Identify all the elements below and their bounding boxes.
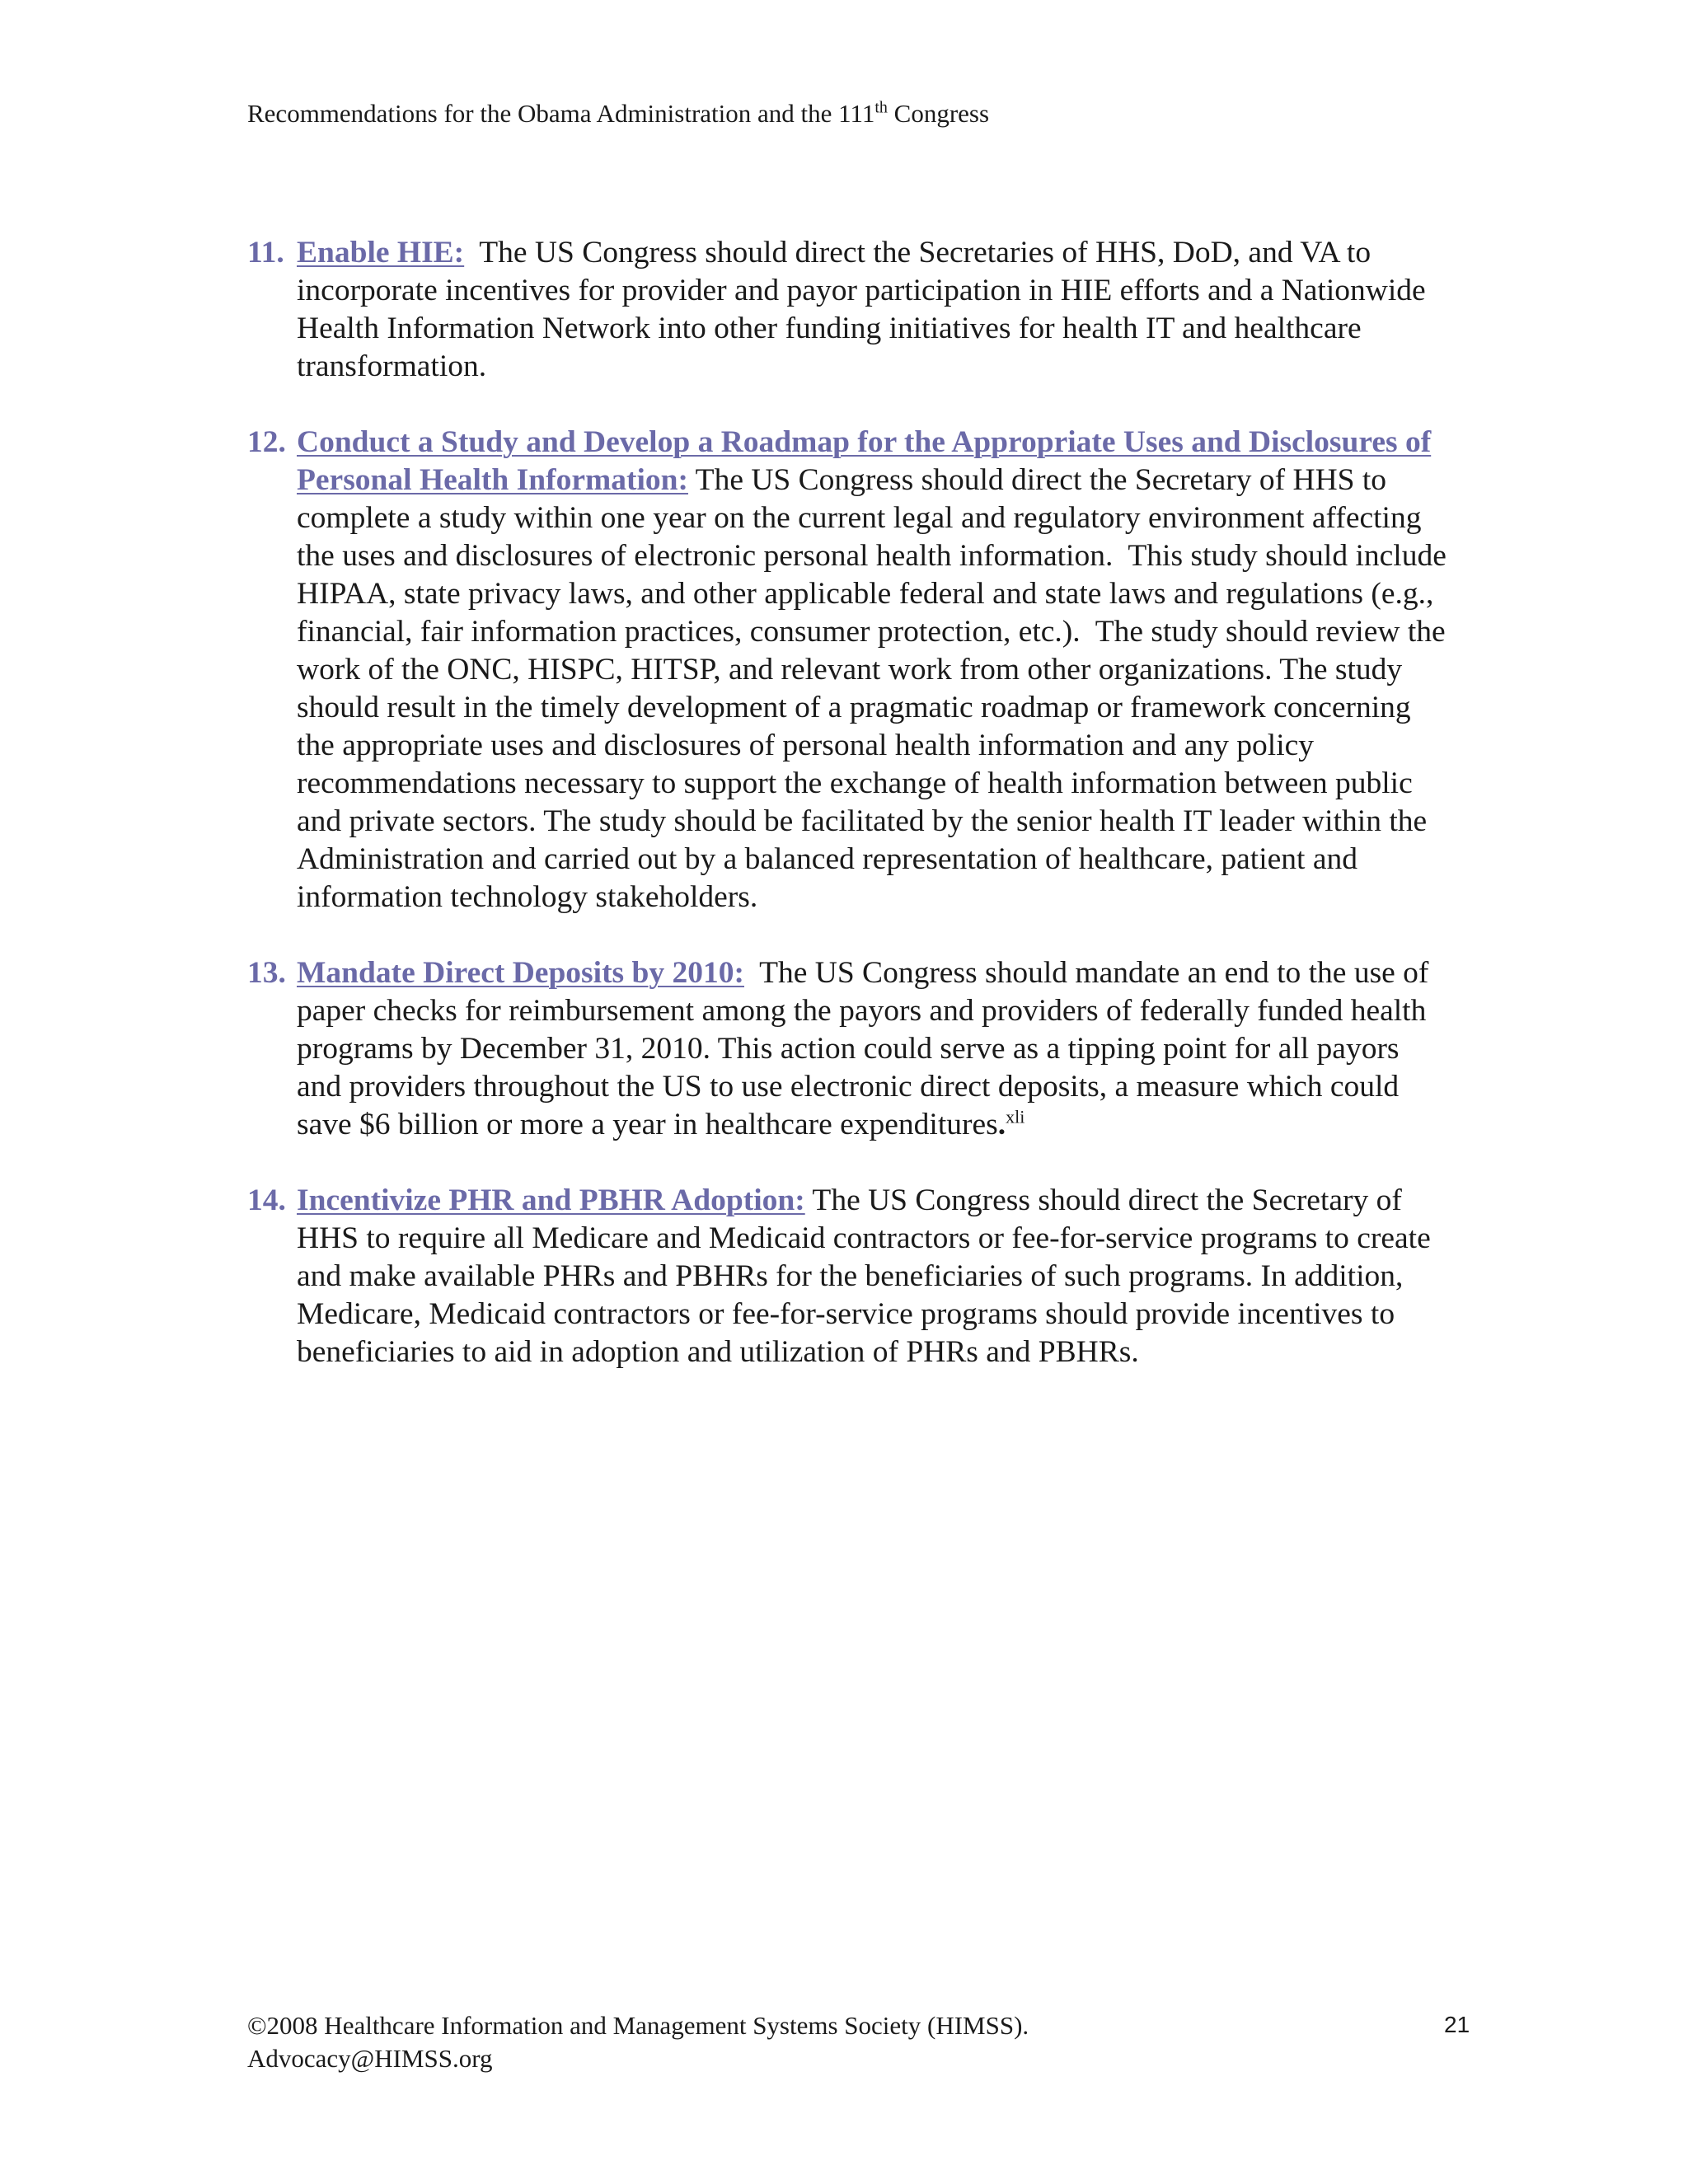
footer-copyright: ©2008 Healthcare Information and Management Systems Society (HIMSS). — [247, 2011, 1029, 2040]
recommendation-number: 13. — [247, 956, 286, 990]
page-footer — [247, 2009, 1029, 2075]
recommendation-text — [297, 1183, 1438, 1369]
recommendation-number: 14. — [247, 1183, 286, 1217]
recommendation-11 — [247, 234, 1451, 386]
recommendation-number: 11. — [247, 236, 284, 269]
recommendation-body-end: . — [997, 1108, 1006, 1141]
recommendation-13 — [247, 954, 1451, 1144]
footnote-marker: xli — [1006, 1106, 1025, 1127]
recommendation-body: The US Congress should direct the Secretary of HHS to require all Medicare and Medicaid contractors or fee-for-service programs to create and make available PHRs and PBHRs for the beneficiaries of such programs. In addition, Medicare, Medicaid contractors or fee-for-service programs should provide incentives to beneficiaries to aid in adoption and utilization of PHRs and PBHRs. — [297, 1183, 1439, 1369]
recommendation-number: 12. — [247, 425, 286, 459]
header-superscript: th — [874, 98, 888, 117]
recommendation-body: The US Congress should mandate an end to the use of paper checks for reimbursement among the payors and providers of federally funded health programs by December 31, 2010. This action could serve as a tipping point for all payors and providers throughout the US to use electronic direct deposits, a measure which could save $6 billion or more a year in healthcare expenditures — [297, 956, 1437, 1141]
header-text: Recommendations for the Obama Administration and the 111 — [247, 99, 875, 128]
recommendation-title: Mandate Direct Deposits by 2010: — [297, 956, 744, 990]
recommendation-list — [247, 234, 1455, 1409]
footer-email: Advocacy@HIMSS.org — [247, 2044, 493, 2073]
recommendation-12 — [247, 424, 1455, 916]
header-suffix: Congress — [887, 99, 990, 128]
recommendation-14 — [247, 1182, 1451, 1371]
recommendation-text — [297, 236, 1433, 383]
recommendation-text — [297, 425, 1454, 914]
recommendation-title: Conduct a Study and Develop a Roadmap for the Appropriate Uses and Disclosures of Personal Health Information: — [297, 425, 1432, 497]
recommendation-body: The US Congress should direct the Secretary of HHS to complete a study within one year on the current legal and regulatory environment affecting the uses and disclosures of electronic personal health information. This study should include HIPAA, state privacy laws, and other applicable federal and state laws and regulations (e.g., financial, fair information practices, consumer protection, etc.). The study should review the work of the ONC, HISPC, HITSP, and relevant work from other organizations. The study should result in the timely development of a pragmatic roadmap or framework concerning the appropriate uses and disclosures of personal health information and any policy recommendations necessary to support the exchange of health information between public and private sectors. The study should be facilitated by the senior health IT leader within the Administration and carried out by a balanced representation of healthcare, patient and information technology stakeholders. — [297, 463, 1455, 914]
recommendation-text — [297, 956, 1437, 1141]
recommendation-title: Incentivize PHR and PBHR Adoption: — [297, 1183, 805, 1217]
page-header — [247, 97, 989, 130]
recommendation-title: Enable HIE: — [297, 236, 465, 269]
recommendation-body: The US Congress should direct the Secretaries of HHS, DoD, and VA to incorporate incentives for provider and payor participation in HIE efforts and a Nationwide Health Information Network into other funding initiatives for health IT and healthcare transformation. — [297, 236, 1434, 383]
page-number: 21 — [1444, 2012, 1470, 2037]
